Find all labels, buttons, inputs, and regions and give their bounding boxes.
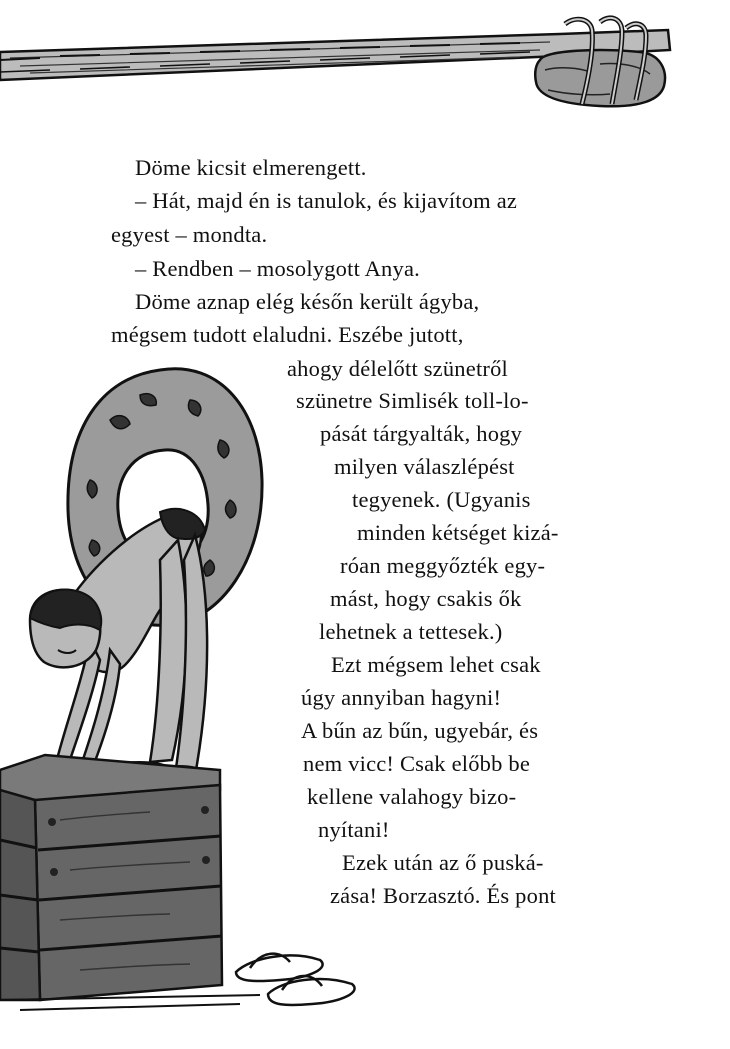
bundle-icon (535, 18, 665, 106)
text-line: nem vicc! Csak előbb be (303, 751, 531, 776)
text-line: Ezek után az ő puská- (342, 850, 544, 875)
crate-icon (0, 755, 260, 1010)
text-line: róan meggyőzték egy- (340, 553, 546, 578)
boy-figure (30, 509, 207, 784)
flip-flops-icon (236, 954, 355, 1005)
text-line: kellene valahogy bizo- (307, 784, 517, 809)
text-line: lehetnek a tettesek.) (319, 619, 503, 644)
text-line: tegyenek. (Ugyanis (352, 487, 531, 512)
text-line: mégsem tudott elaludni. Eszébe jutott, (111, 322, 464, 347)
text-line: szünetre Simlisék toll-lo- (296, 388, 529, 413)
text-line: minden kétséget kizá- (357, 520, 559, 545)
text-line: egyest – mondta. (111, 222, 268, 247)
text-line: ahogy délelőtt szünetről (287, 356, 508, 381)
text-line: – Hát, majd én is tanulok, és kijavítom az (135, 188, 518, 213)
text-line: Ezt mégsem lehet csak (331, 652, 541, 677)
text-line: Döme kicsit elmerengett. (135, 155, 367, 180)
text-line: – Rendben – mosolygott Anya. (135, 256, 420, 281)
text-line: milyen válaszlépést (334, 454, 515, 479)
text-line: A bűn az bűn, ugyebár, és (301, 718, 539, 743)
text-line: úgy annyiban hagyni! (301, 685, 502, 710)
text-line: pását tárgyalták, hogy (320, 421, 523, 446)
text-line: mást, hogy csakis ők (330, 586, 522, 611)
text-line: zása! Borzasztó. És pont (330, 883, 556, 908)
text-line: nyítani! (318, 817, 390, 842)
text-line: Döme aznap elég későn került ágyba, (135, 289, 480, 314)
